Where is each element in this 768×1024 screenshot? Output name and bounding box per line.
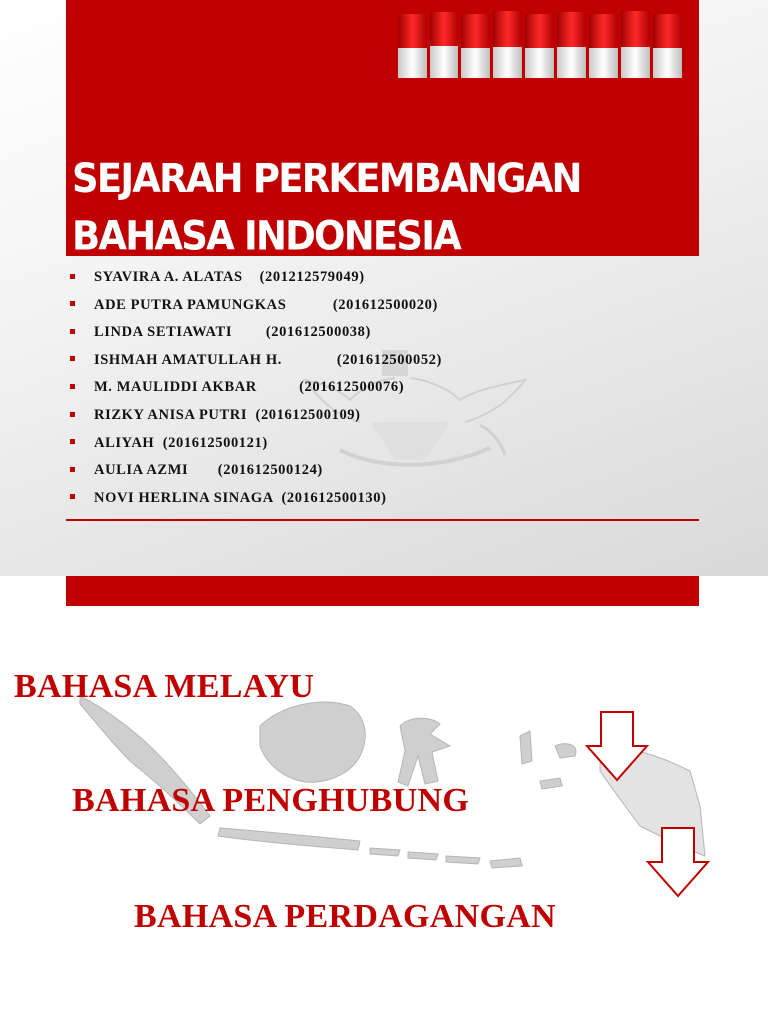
- list-item: NOVI HERLINA SINAGA (201612500130): [68, 485, 442, 513]
- bullet-icon: [70, 301, 75, 306]
- member-list: [68, 264, 442, 512]
- slide-title: [72, 150, 581, 264]
- bullet-icon: [70, 329, 75, 334]
- list-item: RIZKY ANISA PUTRI (201612500109): [68, 402, 442, 430]
- list-item: M. MAULIDDI AKBAR (201612500076): [68, 374, 442, 402]
- bullet-icon: [70, 412, 75, 417]
- list-item: SYAVIRA A. ALATAS (201212579049): [68, 264, 442, 292]
- list-item: LINDA SETIAWATI (201612500038): [68, 319, 442, 347]
- bullet-icon: [70, 439, 75, 444]
- heading-bahasa-melayu: BAHASA MELAYU: [14, 668, 315, 705]
- list-item: ADE PUTRA PAMUNGKAS (201612500020): [68, 292, 442, 320]
- heading-bahasa-penghubung: BAHASA PENGHUBUNG: [72, 782, 470, 819]
- content-slide: [0, 606, 768, 1024]
- bullet-icon: [70, 467, 75, 472]
- bullet-icon: [70, 384, 75, 389]
- bullet-icon: [70, 356, 75, 361]
- bullet-icon: [70, 494, 75, 499]
- title-line-1: SEJARAH PERKEMBANGAN: [72, 155, 581, 202]
- list-item: ISHMAH AMATULLAH H. (201612500052): [68, 347, 442, 375]
- list-item: ALIYAH (201612500121): [68, 430, 442, 458]
- bullet-icon: [70, 274, 75, 279]
- list-item: AULIA AZMI (201612500124): [68, 457, 442, 485]
- footer-banner: [66, 576, 699, 606]
- down-arrow-icon: [585, 710, 649, 782]
- heading-bahasa-perdagangan: BAHASA PERDAGANGAN: [134, 898, 556, 935]
- indonesian-flag-icon: [398, 10, 683, 80]
- divider: [66, 519, 699, 521]
- title-line-2: BAHASA INDONESIA: [72, 212, 460, 260]
- down-arrow-icon: [646, 826, 710, 898]
